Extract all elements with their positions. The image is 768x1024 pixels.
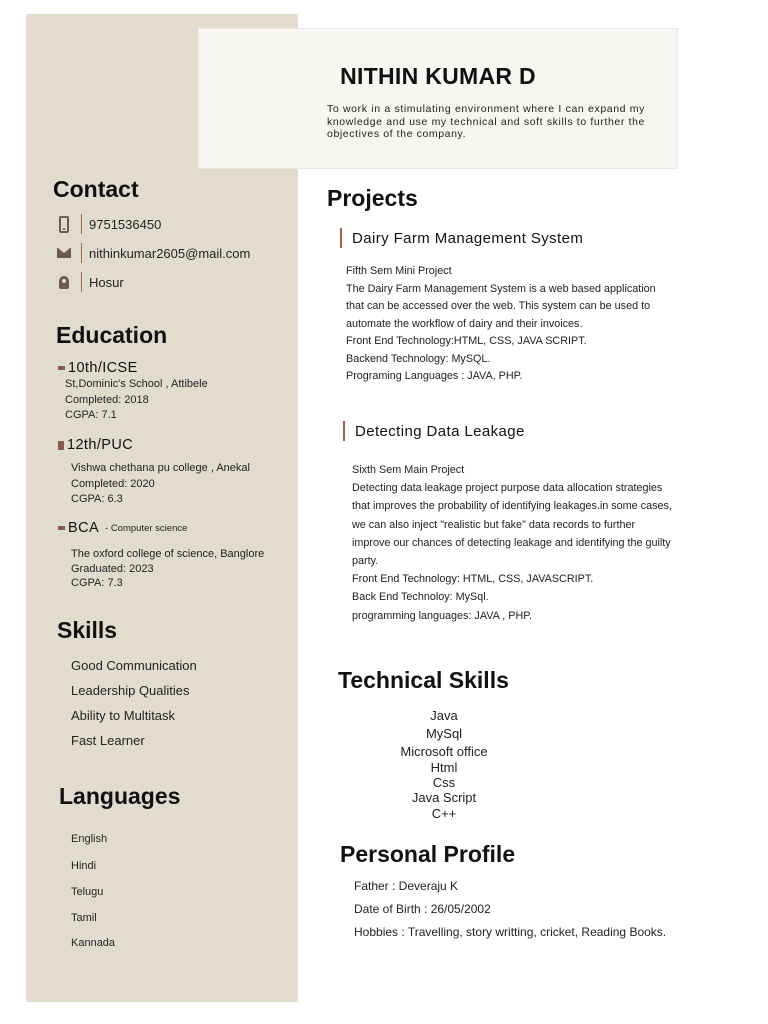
education-school: Vishwa chethana pu college , Anekal bbox=[71, 462, 250, 474]
bullet-marker bbox=[58, 366, 65, 370]
project-line: Backend Technology: MySQL. bbox=[346, 352, 491, 365]
education-details bbox=[71, 547, 264, 591]
contact-email-row bbox=[56, 242, 250, 264]
contact-divider bbox=[81, 272, 82, 292]
education-entry-heading bbox=[58, 360, 138, 376]
language-item: Tamil bbox=[71, 912, 97, 924]
language-item: Hindi bbox=[71, 860, 97, 872]
project-heading bbox=[343, 421, 525, 441]
education-details bbox=[71, 461, 250, 508]
education-degree: 12th/PUC bbox=[67, 437, 134, 453]
education-degree: BCA bbox=[68, 520, 100, 536]
project-line: that improves the probability of identifying leakages.in some cases, bbox=[352, 500, 672, 513]
technical-skills-title: Technical Skills bbox=[338, 667, 509, 693]
language-item: Telugu bbox=[71, 886, 104, 898]
skill-item: Good Communication bbox=[71, 658, 197, 673]
accent-bar bbox=[343, 421, 345, 441]
skills-title: Skills bbox=[57, 617, 118, 643]
language-item: English bbox=[71, 833, 108, 845]
project-heading bbox=[340, 228, 583, 248]
email-address[interactable]: nithinkumar2605@mail.com bbox=[89, 245, 251, 261]
profile-father: Father : Deveraju K bbox=[354, 879, 459, 893]
project-line: Fifth Sem Mini Project bbox=[346, 265, 452, 277]
education-cgpa: CGPA: 7.1 bbox=[65, 409, 117, 421]
education-school: The oxford college of science, Banglore bbox=[71, 548, 265, 560]
skill-item: Fast Learner bbox=[71, 733, 145, 748]
accent-bar bbox=[340, 228, 342, 248]
bullet-marker bbox=[58, 526, 65, 530]
contact-phone-row bbox=[56, 213, 161, 235]
bullet-marker bbox=[58, 441, 64, 450]
project-line: that can be accessed over the web. This system can be used to bbox=[346, 300, 651, 312]
education-cgpa: CGPA: 6.3 bbox=[71, 493, 123, 505]
project-line: Front End Technology: HTML, CSS, JAVASCRIPT. bbox=[352, 573, 594, 586]
skill-item: Leadership Qualities bbox=[71, 683, 190, 698]
education-completed: Completed: 2018 bbox=[65, 393, 149, 406]
technical-skill-item: Html bbox=[430, 760, 458, 775]
project-line: party. bbox=[352, 555, 379, 568]
location-icon bbox=[56, 272, 72, 292]
education-entry-heading bbox=[58, 437, 133, 453]
project-description bbox=[346, 263, 656, 386]
skill-item: Ability to Multitask bbox=[71, 708, 176, 723]
education-cgpa: CGPA: 7.3 bbox=[71, 577, 123, 589]
project-name: Detecting Data Leakage bbox=[355, 422, 525, 440]
header-box bbox=[198, 28, 678, 169]
technical-skill-item: C++ bbox=[431, 806, 457, 821]
project-line: Front End Technology:HTML, CSS, JAVA SCRIPT. bbox=[346, 335, 587, 347]
profile-dob: Date of Birth : 26/05/2002 bbox=[354, 902, 491, 916]
project-line: Back End Technoloy: MySql. bbox=[352, 591, 489, 604]
education-completed: Graduated: 2023 bbox=[71, 562, 154, 575]
resume-name: NITHIN KUMAR D bbox=[340, 63, 536, 89]
technical-skill-item: Css bbox=[432, 775, 456, 790]
career-objective: To work in a stimulating environment where I can expand my knowledge and use my technical and soft skills to further the objectives of the company. bbox=[327, 103, 645, 140]
projects-title: Projects bbox=[327, 185, 418, 211]
project-description bbox=[352, 461, 672, 625]
education-school: St,Dominic's School , Attibele bbox=[65, 378, 208, 390]
project-line: automate the workflow of dairy and their invoices. bbox=[346, 317, 583, 330]
project-line: The Dairy Farm Management System is a web based application bbox=[346, 282, 656, 295]
project-line: Sixth Sem Main Project bbox=[352, 464, 465, 476]
project-line: Detecting data leakage project purpose data allocation strategies bbox=[352, 482, 663, 495]
mail-icon bbox=[56, 243, 72, 263]
technical-skill-item: Java bbox=[430, 708, 458, 723]
profile-hobbies: Hobbies : Travelling, story writting, cricket, Reading Books. bbox=[354, 925, 667, 939]
phone-icon bbox=[56, 214, 72, 234]
language-item: Kannada bbox=[71, 937, 116, 949]
project-line: programming languages: JAVA , PHP. bbox=[352, 609, 533, 622]
contact-divider bbox=[81, 243, 82, 263]
education-entry-heading bbox=[58, 520, 187, 536]
contact-divider bbox=[81, 214, 82, 234]
technical-skill-item: Microsoft office bbox=[400, 744, 488, 759]
contact-title: Contact bbox=[53, 176, 139, 202]
project-line: we can also inject "realistic but fake" data records to further bbox=[352, 518, 636, 531]
project-line: Programing Languages : JAVA, PHP. bbox=[346, 370, 523, 382]
project-name: Dairy Farm Management System bbox=[352, 229, 584, 247]
education-specialization: - Computer science bbox=[105, 522, 188, 534]
technical-skill-item: MySql bbox=[425, 726, 463, 741]
personal-profile-title: Personal Profile bbox=[340, 841, 516, 867]
location-text: Hosur bbox=[89, 274, 124, 290]
phone-number[interactable]: 9751536450 bbox=[89, 216, 162, 232]
technical-skill-item: Java Script bbox=[411, 790, 477, 805]
education-completed: Completed: 2020 bbox=[71, 477, 155, 490]
contact-location-row bbox=[56, 271, 124, 293]
education-title: Education bbox=[56, 322, 168, 348]
education-degree: 10th/ICSE bbox=[68, 360, 138, 376]
education-details bbox=[65, 377, 208, 424]
languages-title: Languages bbox=[59, 783, 181, 809]
project-line: improve our chances of detecting leakage and identifying the guilty bbox=[352, 536, 671, 549]
